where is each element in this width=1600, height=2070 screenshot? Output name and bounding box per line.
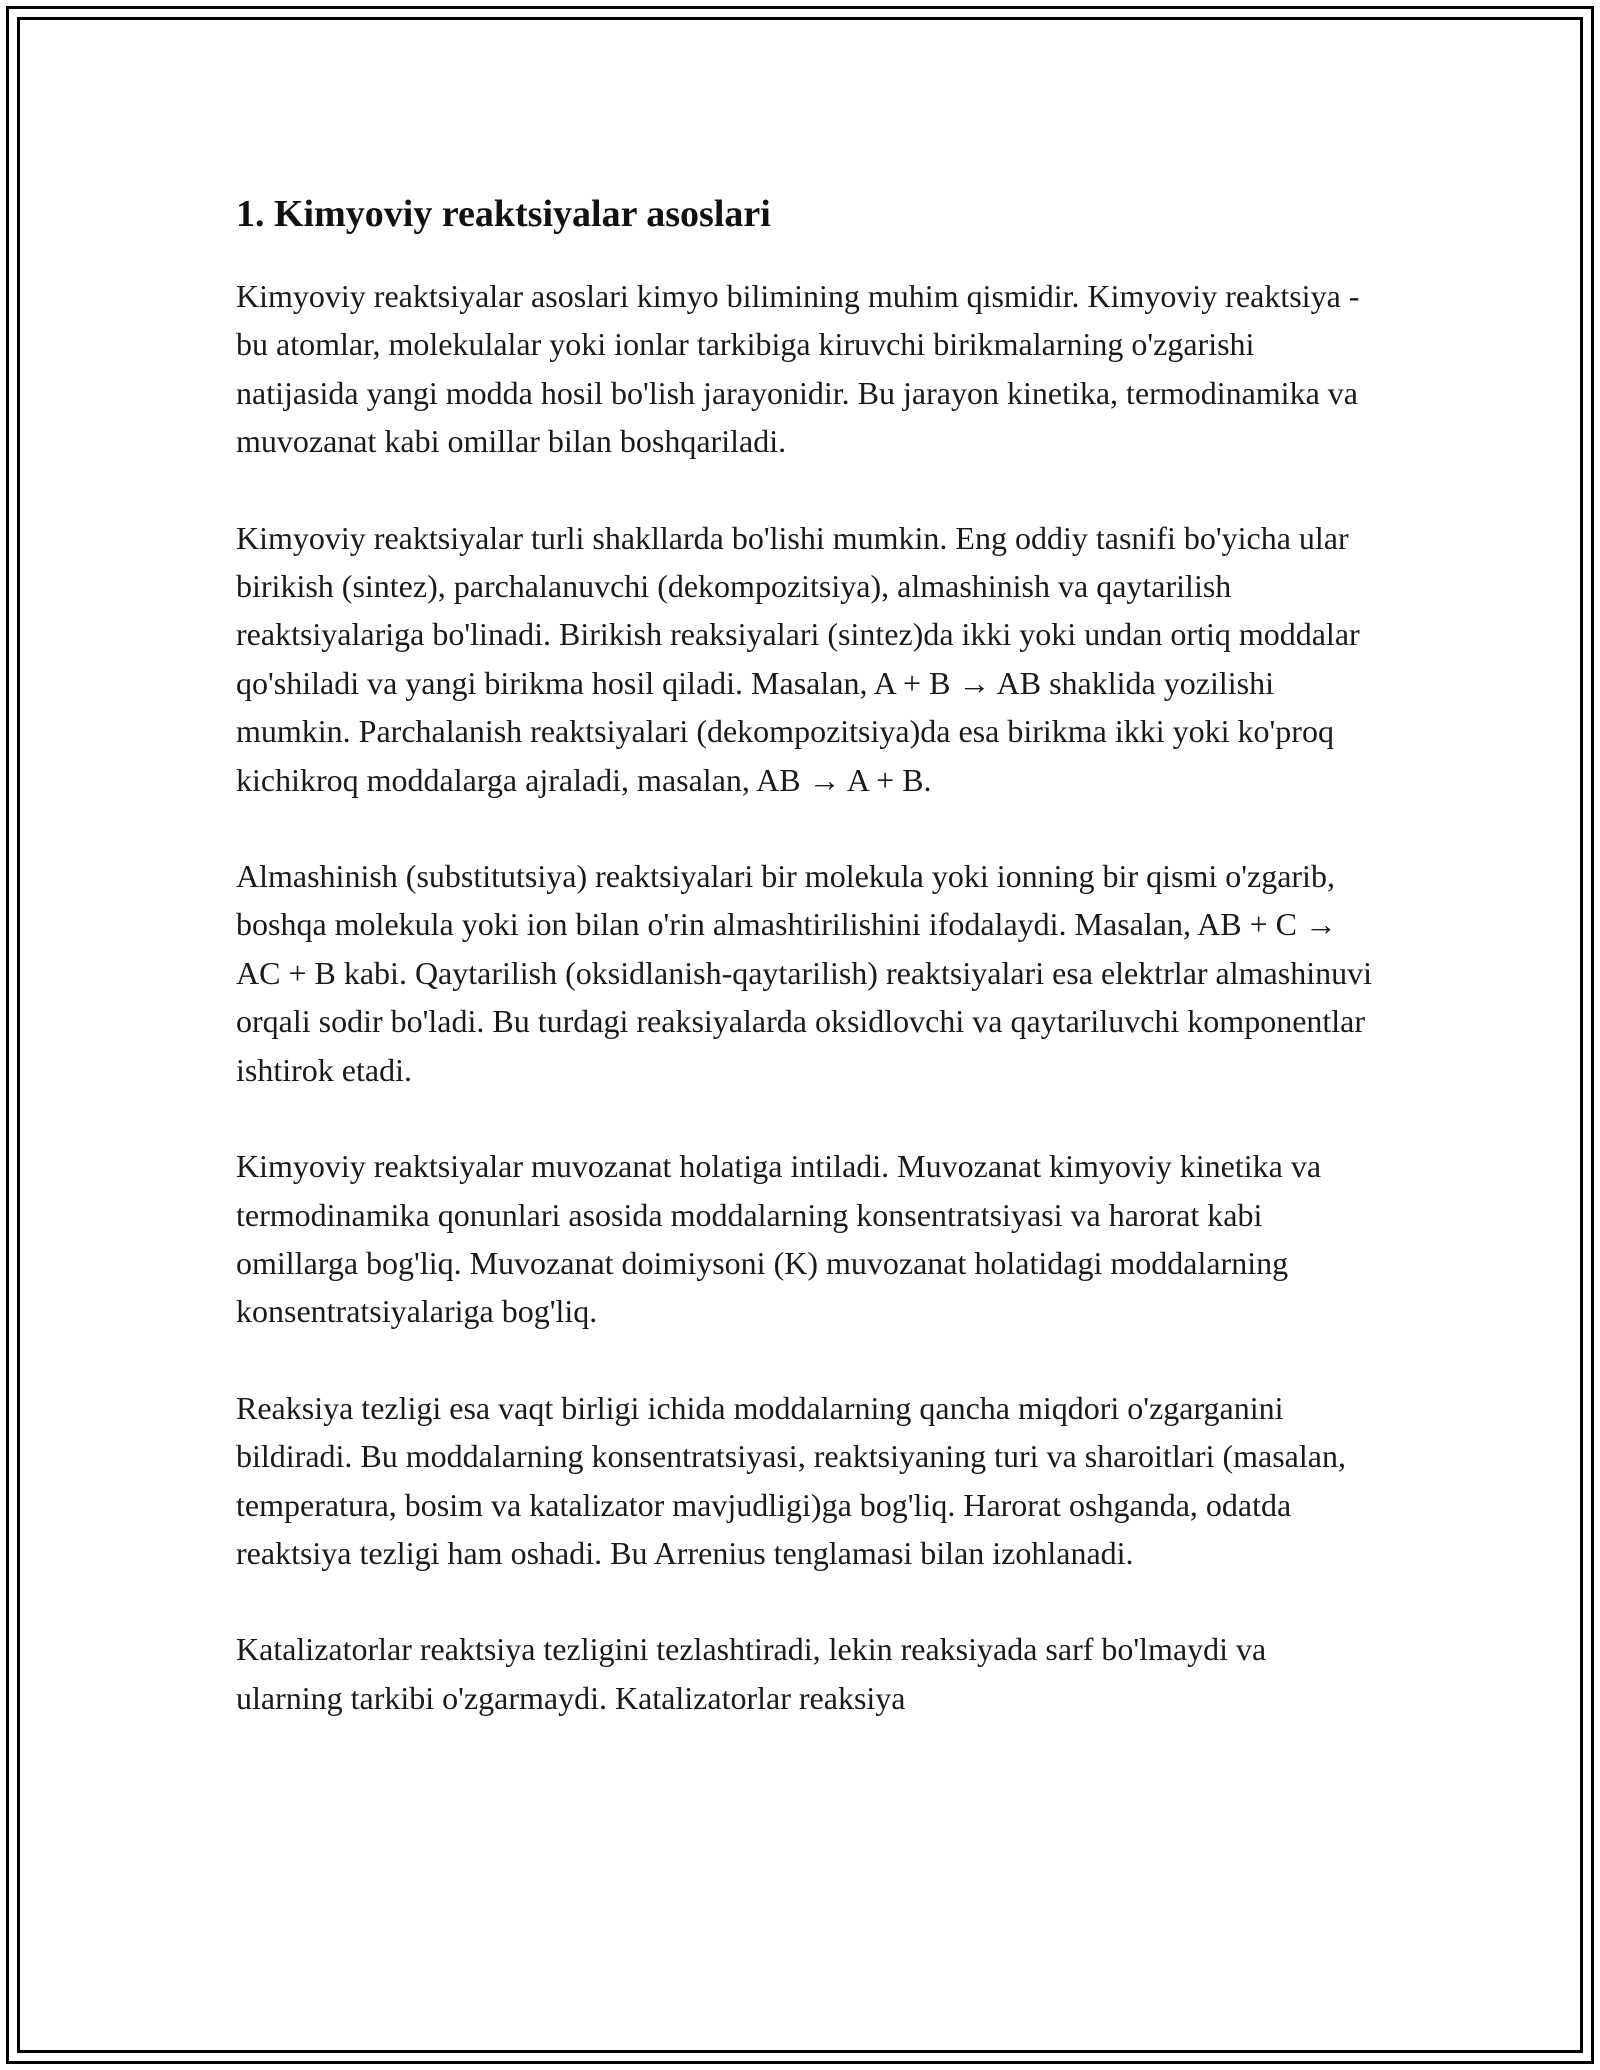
- paragraph-equilibrium: Kimyoviy reaktsiyalar muvozanat holatiga intiladi. Muvozanat kimyoviy kinetika va termodinamika qonunlari asosida moddalarning konsentratsiyasi va harorat kabi omillarga bog'liq. Muvozanat doimiysoni (K) muvozanat holatidagi moddalarning konsentratsiyalariga bog'liq.: [236, 1148, 1322, 1330]
- section-heading: 1. Kimyoviy reaktsiyalar asoslari: [236, 193, 771, 235]
- paragraph-reaction-types: Kimyoviy reaktsiyalar turli shakllarda bo'lishi mumkin. Eng oddiy tasnifi bo'yicha ular birikish (sintez), parchalanuvchi (dekompozitsiya), almashinish va qaytarilish reaktsiyalariga bo'linadi. Birikish reaksiyalari (sintez)da ikki yoki undan ortiq moddalar qo'shiladi va yangi birikma hosil qiladi. Masalan, A + B → AB shaklida yozilishi mumkin. Parchalanish reaktsiyalari (dekompozitsiya)da esa birikma ikki yoki ko'proq kichikroq moddalarga ajraladi, masalan, AB → A + B.: [236, 519, 1360, 798]
- paragraph-catalysts: Katalizatorlar reaktsiya tezligini tezlashtiradi, lekin reaksiyada sarf bo'lmaydi va ularning tarkibi o'zgarmaydi. Katalizatorlar reaksiya: [236, 1631, 1267, 1716]
- paragraph-reaction-rate: Reaksiya tezligi esa vaqt birligi ichida moddalarning qancha miqdori o'zgarganini bildiradi. Bu moddalarning konsentratsiyasi, reaktsiyaning turi va sharoitlari (masalan, temperatura, bosim va katalizator mavjudligi)ga bog'liq. Harorat oshganda, odatda reaktsiya tezligi ham oshadi. Bu Arrenius tenglamasi bilan izohlanadi.: [236, 1389, 1346, 1571]
- paragraph-intro: Kimyoviy reaktsiyalar asoslari kimyo bilimining muhim qismidir. Kimyoviy reaktsiya - bu atomlar, molekulalar yoki ionlar tarkibiga kiruvchi birikmalarning o'zgarishi natijasida yangi modda hosil bo'lish jarayonidir. Bu jarayon kinetika, termodinamika va muvozanat kabi omillar bilan boshqariladi.: [236, 278, 1360, 460]
- document-body: [236, 190, 1376, 1770]
- paragraph-substitution: Almashinish (substitutsiya) reaktsiyalari bir molekula yoki ionning bir qismi o'zgarib, boshqa molekula yoki ion bilan o'rin almashtirilishini ifodalaydi. Masalan, AB + C → AC + B kabi. Qaytarilish (oksidlanish-qaytarilish) reaktsiyalari esa elektrlar almashinuvi orqali sodir bo'ladi. Bu turdagi reaksiyalarda oksidlovchi va qaytariluvchi komponentlar ishtirok etadi.: [236, 858, 1372, 1088]
